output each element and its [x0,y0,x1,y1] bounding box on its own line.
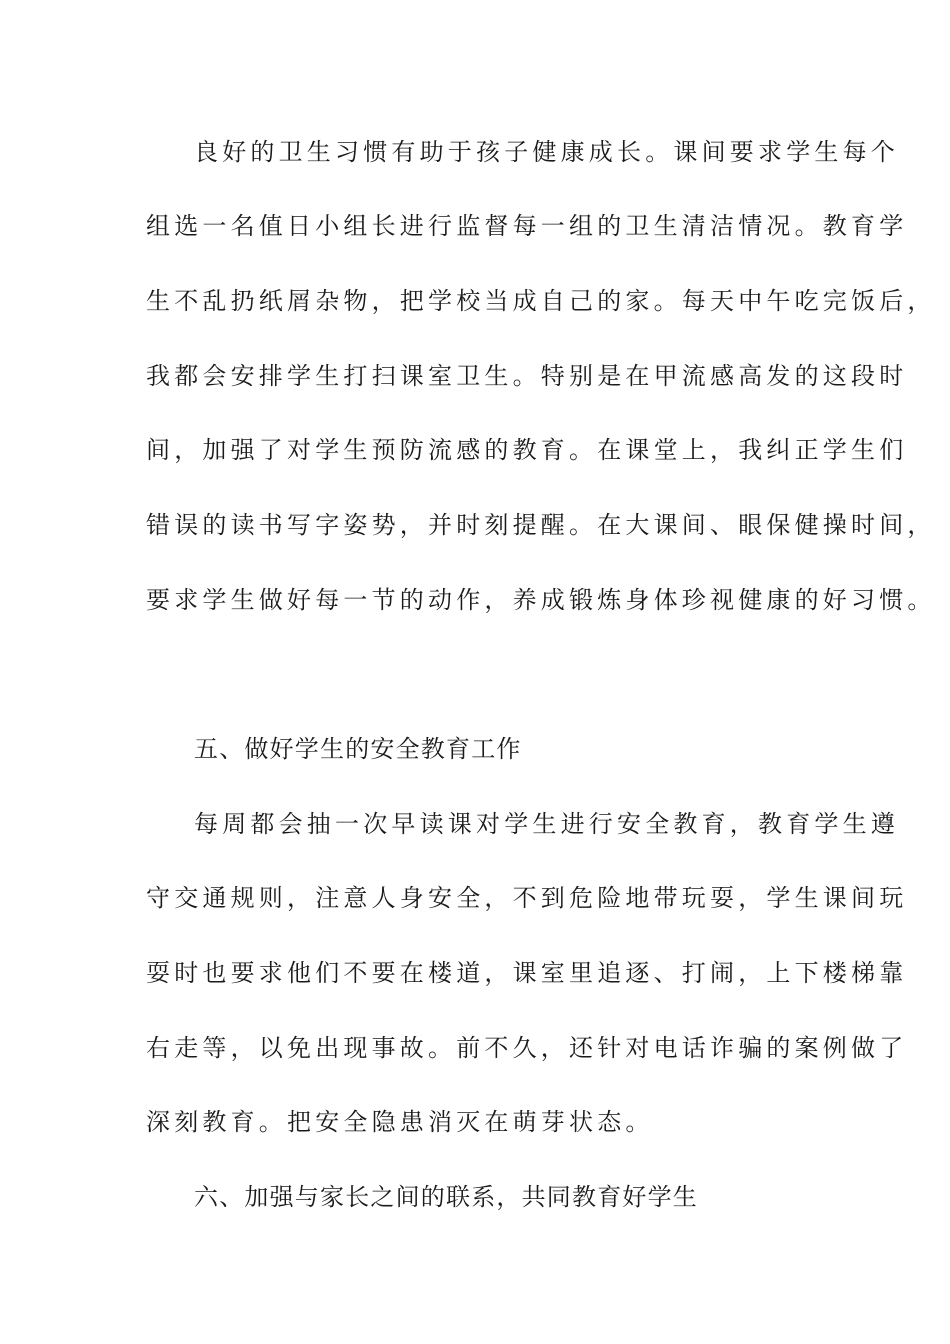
paragraph-hygiene-line-7: 要求学生做好每一节的动作，养成锻炼身体珍视健康的好习惯。 [146,586,936,614]
paragraph-safety-line-1: 每周都会抽一次早读课对学生进行安全教育，教育学生遵 [194,810,899,838]
section-heading-parents: 六、加强与家长之间的联系，共同教育好学生 [194,1183,698,1211]
paragraph-hygiene-line-3: 生不乱扔纸屑杂物，把学校当成自己的家。每天中午吃完饭后， [146,287,936,315]
paragraph-hygiene-line-1: 良好的卫生习惯有助于孩子健康成长。课间要求学生每个 [194,138,899,166]
section-heading-safety: 五、做好学生的安全教育工作 [194,735,522,763]
paragraph-safety-line-2: 守交通规则，注意人身安全，不到危险地带玩耍，学生课间玩 [146,884,908,912]
paragraph-hygiene-line-5: 间，加强了对学生预防流感的教育。在课堂上，我纠正学生们 [146,436,908,464]
paragraph-hygiene-line-6: 错误的读书写字姿势，并时刻提醒。在大课间、眼保健操时间， [146,511,936,539]
paragraph-hygiene-line-4: 我都会安排学生打扫课室卫生。特别是在甲流感高发的这段时 [146,362,908,390]
paragraph-safety-line-4: 右走等，以免出现事故。前不久，还针对电话诈骗的案例做了 [146,1034,908,1062]
paragraph-safety-line-3: 耍时也要求他们不要在楼道，课室里追逐、打闹，上下楼梯靠 [146,959,908,987]
paragraph-safety-line-5: 深刻教育。把安全隐患消灭在萌芽状态。 [146,1108,654,1136]
paragraph-hygiene-line-2: 组选一名值日小组长进行监督每一组的卫生清洁情况。教育学 [146,212,908,240]
